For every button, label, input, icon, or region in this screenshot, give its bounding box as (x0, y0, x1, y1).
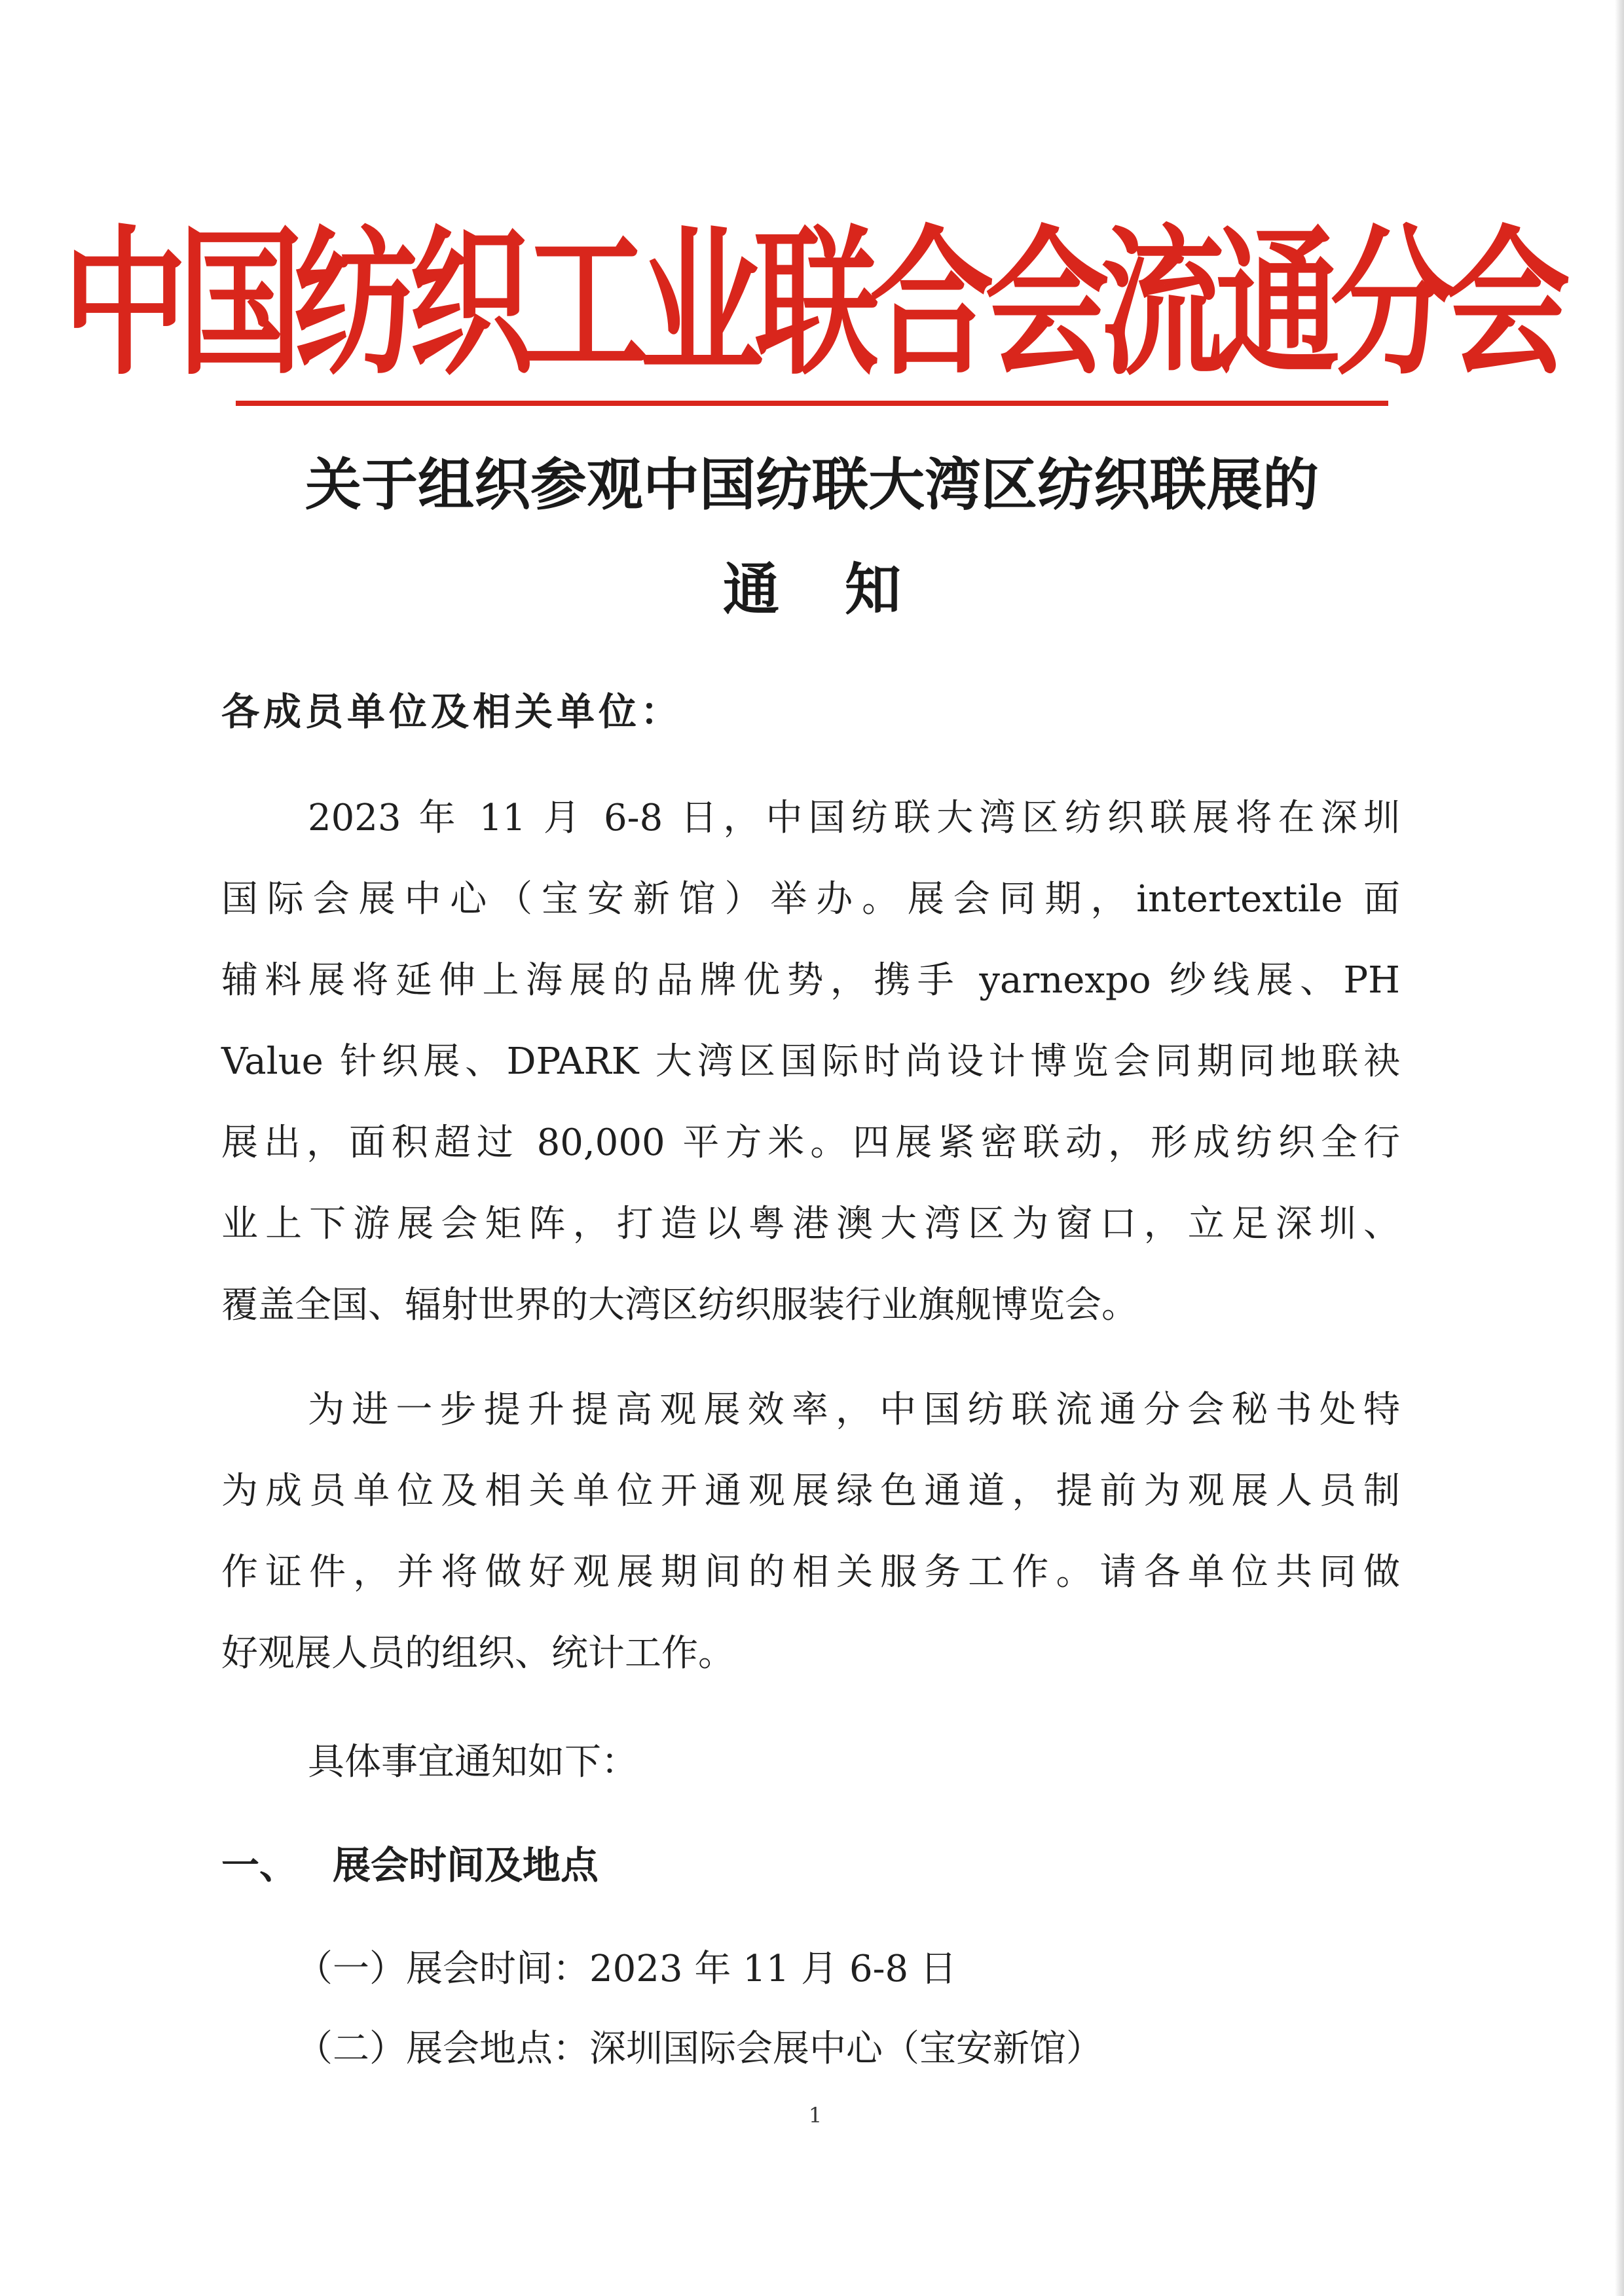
page-number: 1 (808, 2103, 822, 2128)
paragraph-1-line-5: 展出，面积超过 80,000 平方米。四展紧密联动，形成纺织全行 (221, 1121, 1400, 1164)
section-1-title: 展会时间及地点 (333, 1843, 599, 1887)
section-1-item-1: （一）展会时间：2023 年 11 月 6-8 日 (296, 1948, 957, 1990)
paragraph-2-line-3: 作证件，并将做好观展期间的相关服务工作。请各单位共同做 (221, 1551, 1400, 1594)
section-1-number: 一、 (221, 1843, 298, 1887)
paragraph-1-line-4: Value 针织展、DPARK 大湾区国际时尚设计博览会同期同地联袂 (221, 1040, 1400, 1083)
section-1-item-2: （二）展会地点：深圳国际会展中心（宝安新馆） (296, 2028, 1103, 2070)
paragraph-1-line-6: 业上下游展会矩阵，打造以粤港澳大湾区为窗口，立足深圳、 (221, 1203, 1400, 1245)
masthead-red-rule (236, 401, 1388, 406)
document-title-line-2: 通知 (723, 557, 967, 623)
paragraph-3: 具体事宜通知如下： (308, 1741, 638, 1783)
paragraph-2-line-1: 为进一步提升提高观展效率，中国纺联流通分会秘书处特 (308, 1389, 1400, 1431)
document-title-line-1: 关于组织参观中国纺联大湾区纺织联展的 (305, 452, 1319, 518)
paragraph-1-line-7: 覆盖全国、辐射世界的大湾区纺织服装行业旗舰博览会。 (221, 1284, 1138, 1326)
paragraph-1-line-3: 辅料展将延伸上海展的品牌优势，携手 yarnexpo 纱线展、PH (221, 959, 1400, 1002)
paragraph-1-line-2: 国际会展中心（宝安新馆）举办。展会同期，intertextile 面 (221, 878, 1400, 920)
paragraph-2-line-4: 好观展人员的组织、统计工作。 (221, 1632, 735, 1675)
section-1-heading (221, 1843, 599, 1887)
paragraph-1-line-1: 2023 年 11 月 6-8 日，中国纺联大湾区纺织联展将在深圳 (308, 797, 1400, 839)
paragraph-2-line-2: 为成员单位及相关单位开通观展绿色通道，提前为观展人员制 (221, 1470, 1400, 1512)
scan-edge-shadow (1615, 0, 1624, 2296)
salutation: 各成员单位及相关单位： (221, 689, 683, 734)
masthead-organization-name: 中国纺织工业联合会流通分会 (63, 211, 1562, 397)
